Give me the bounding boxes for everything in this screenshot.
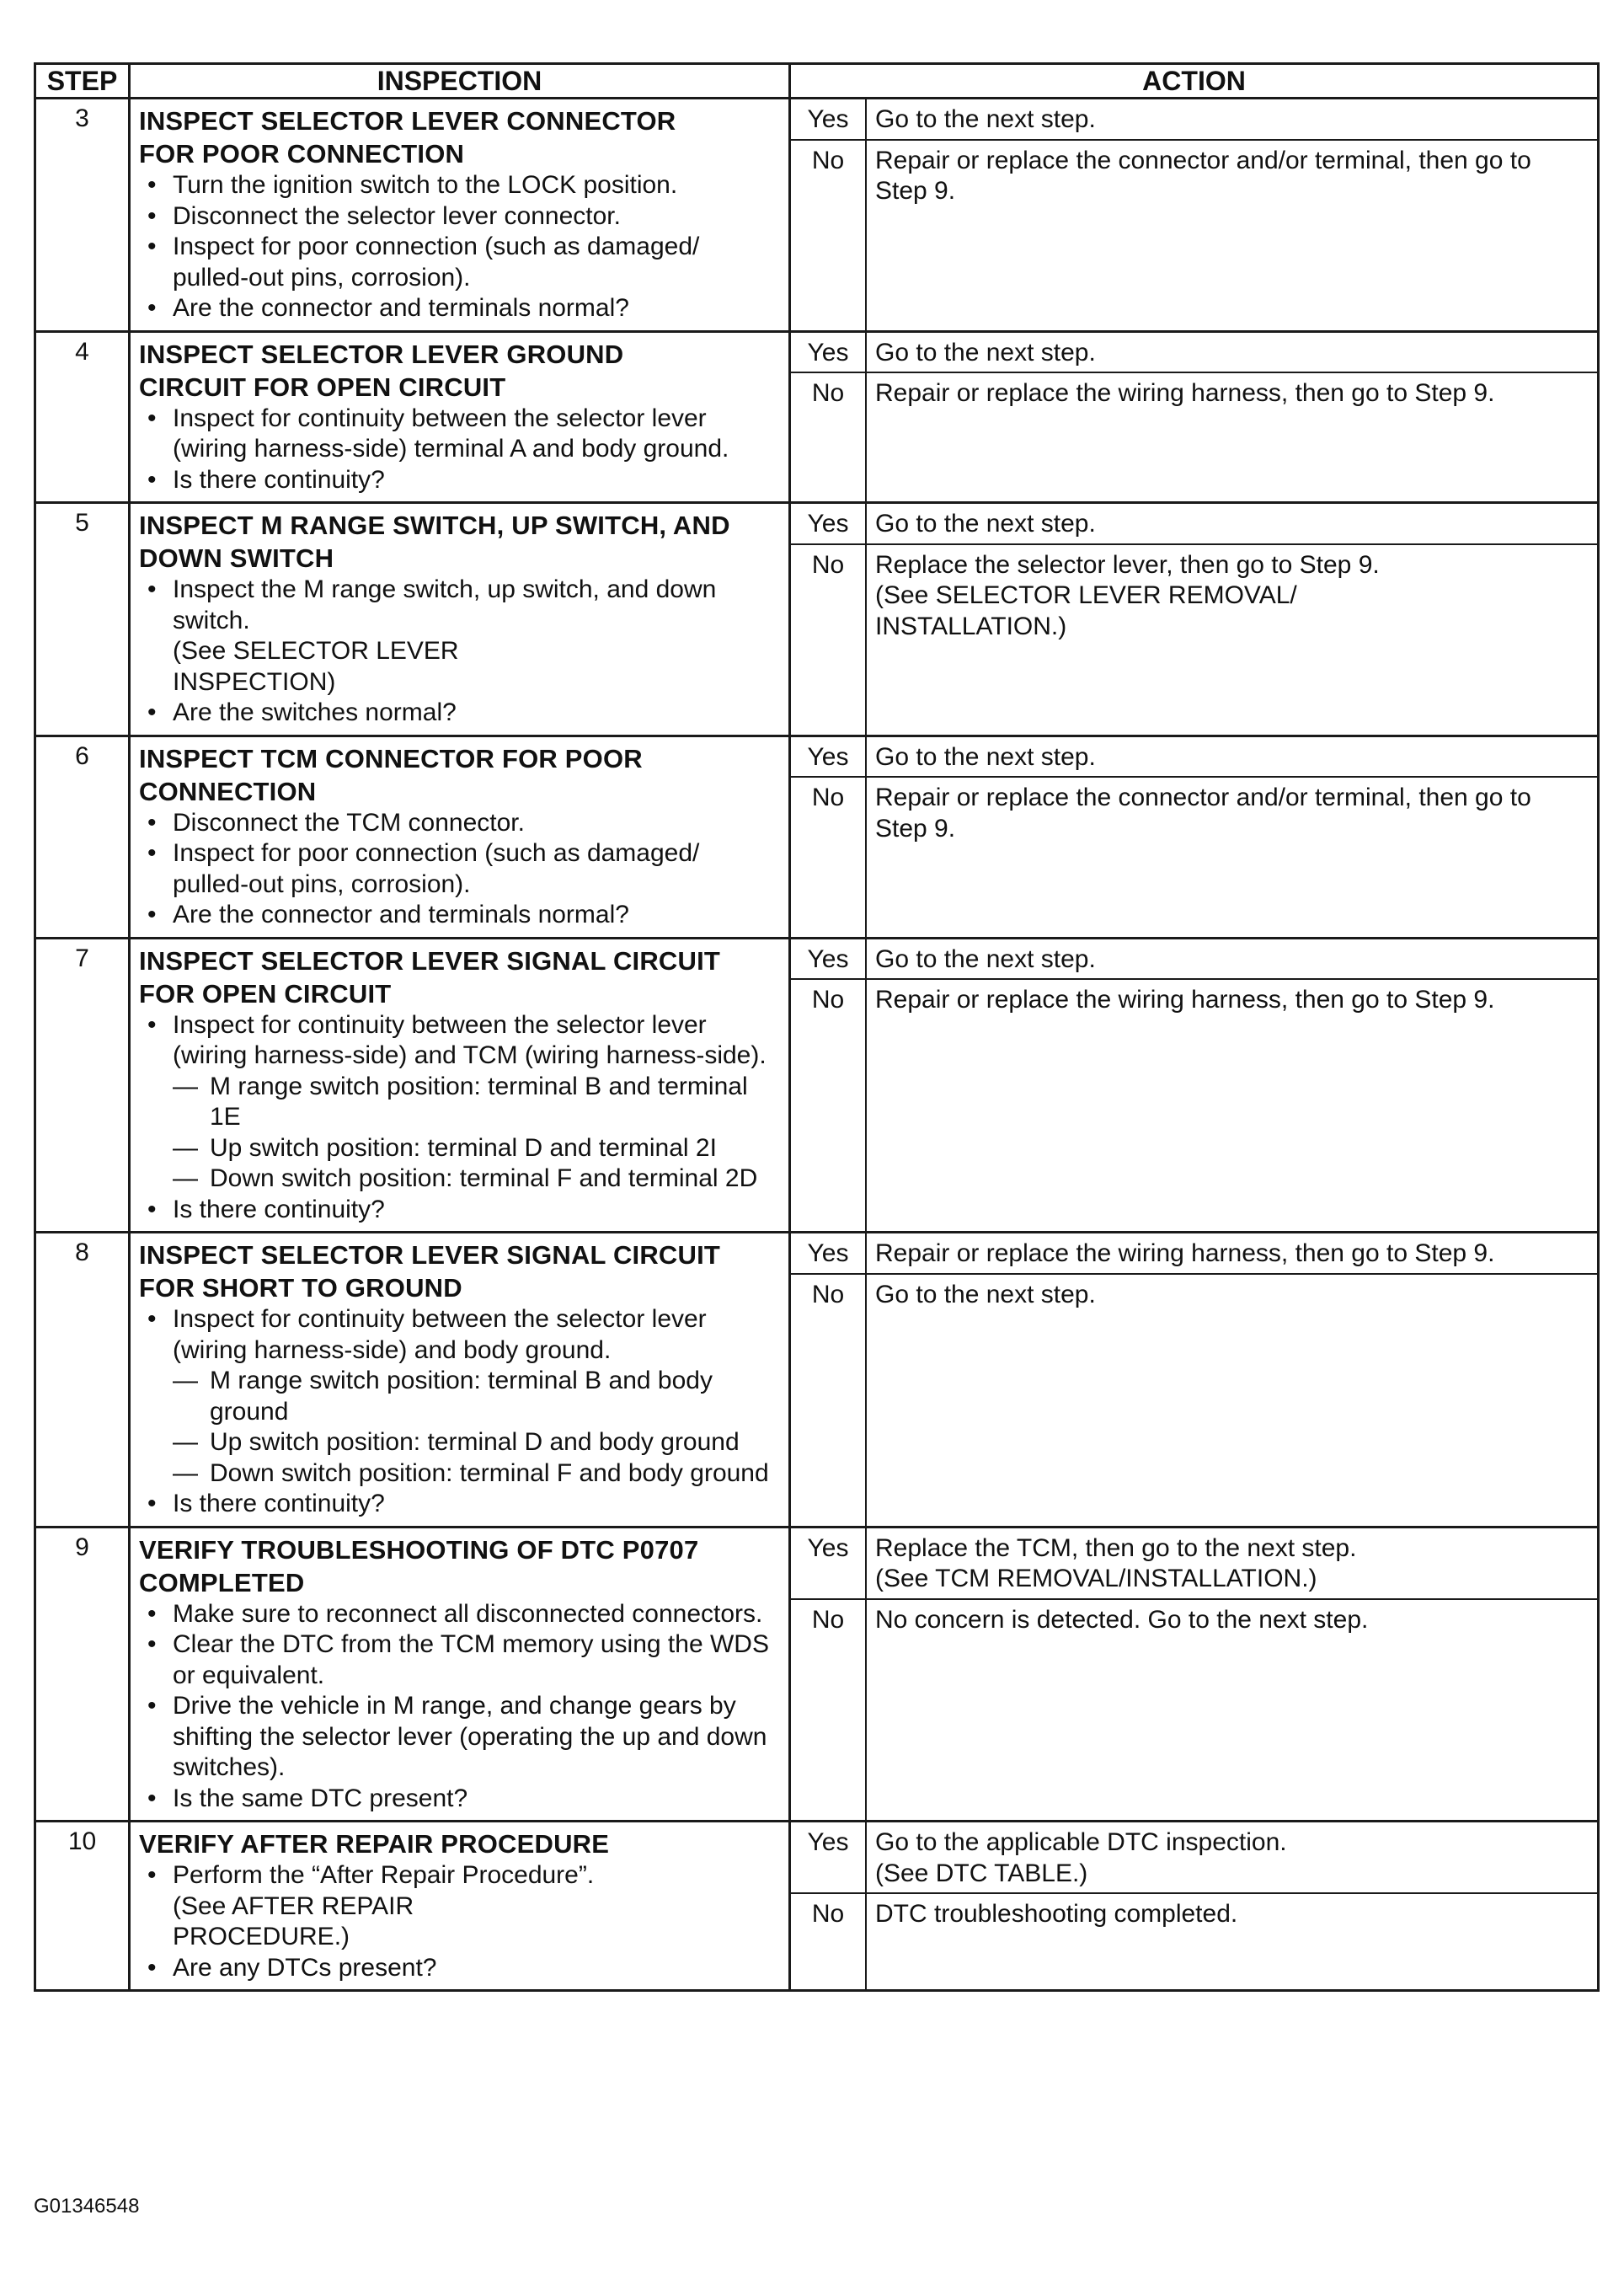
answer-label: Yes	[791, 504, 866, 544]
answer-row-yes	[791, 939, 1597, 980]
answer-label: Yes	[791, 1528, 866, 1599]
answer-action: Repair or replace the connector and/or terminal, then go to Step 9.	[866, 777, 1597, 937]
action-line: Replace the selector lever, then go to Step 9.	[875, 550, 1380, 579]
inspection-cell	[130, 938, 790, 1233]
bullet-text: Turn the ignition switch to the LOCK position.	[173, 171, 678, 199]
inspection-bullet-list	[139, 1860, 780, 1983]
inspection-cell	[130, 331, 790, 503]
answer-label: Yes	[791, 333, 866, 373]
inspection-title: FOR OPEN CIRCUIT	[139, 978, 392, 1009]
action-line: (See SELECTOR LEVER REMOVAL/	[875, 581, 1297, 609]
inspection-bullet	[173, 201, 780, 233]
answer-table	[791, 1233, 1597, 1526]
inspection-title: INSPECT M RANGE SWITCH, UP SWITCH, AND	[139, 511, 730, 540]
bullet-reference-note: (See SELECTOR LEVER	[173, 637, 459, 665]
inspection-cell	[130, 99, 790, 332]
answer-table	[791, 1822, 1597, 1989]
sub-item-list	[173, 1072, 780, 1195]
inspection-bullet	[173, 232, 780, 293]
answer-action	[866, 1528, 1597, 1599]
bullet-text: Is there continuity?	[173, 465, 385, 494]
bullet-reference-note: PROCEDURE.)	[173, 1923, 350, 1950]
inspection-bullet	[173, 1489, 780, 1520]
inspection-title: INSPECT TCM CONNECTOR FOR POOR	[139, 743, 643, 773]
table-body	[35, 99, 1599, 1991]
bullet-text: Make sure to reconnect all disconnected connectors.	[173, 1599, 763, 1628]
answer-row-no	[791, 372, 1597, 501]
step-number: 7	[35, 938, 130, 1233]
answer-row-no	[791, 544, 1597, 735]
inspection-bullet-list	[139, 170, 780, 324]
inspection-title: CONNECTION	[139, 776, 317, 806]
table-row	[35, 99, 1599, 332]
table-header-row	[35, 64, 1599, 99]
inspection-bullet	[173, 1691, 780, 1784]
answer-label: No	[791, 372, 866, 501]
bullet-text: Inspect for poor connection (such as damaged/ pulled-out pins, corrosion).	[173, 839, 700, 898]
bullet-text: Inspect the M range switch, up switch, and down switch.	[173, 575, 717, 634]
table-row	[35, 1822, 1599, 1991]
inspection-title: DOWN SWITCH	[139, 543, 334, 573]
answer-action: Go to the next step.	[866, 939, 1597, 980]
inspection-bullet	[173, 698, 780, 729]
bullet-reference-note: (See AFTER REPAIR	[173, 1891, 414, 1920]
header-action: ACTION	[790, 64, 1599, 99]
table-row	[35, 736, 1599, 938]
bullet-text: Is there continuity?	[173, 1490, 385, 1517]
header-inspection: INSPECTION	[130, 64, 790, 99]
bullet-reference-note: INSPECTION)	[173, 667, 336, 696]
step-number: 3	[35, 99, 130, 332]
answer-label: Yes	[791, 1233, 866, 1274]
inspection-cell	[130, 1822, 790, 1991]
table-row	[35, 1527, 1599, 1822]
answer-action: Go to the next step.	[866, 99, 1597, 140]
sub-item: — Up switch position: terminal D and terminal 2I	[210, 1133, 780, 1164]
answer-row-no	[791, 979, 1597, 1231]
figure-id: G01346548	[34, 2195, 140, 2218]
inspection-bullet	[173, 1860, 780, 1953]
step-number: 9	[35, 1527, 130, 1822]
step-number: 6	[35, 736, 130, 938]
inspection-bullet	[173, 1010, 780, 1195]
bullet-text: Is the same DTC present?	[173, 1784, 468, 1812]
bullet-text: Inspect for continuity between the selector lever (wiring harness-side) and TCM (wiring harness-side).	[173, 1010, 767, 1069]
answer-table	[791, 333, 1597, 502]
answer-table	[791, 939, 1597, 1232]
inspection-title: INSPECT SELECTOR LEVER SIGNAL CIRCUIT	[139, 1240, 721, 1270]
inspection-bullet	[173, 1629, 780, 1691]
bullet-text: Clear the DTC from the TCM memory using the WDS or equivalent.	[173, 1630, 769, 1689]
action-cell	[790, 938, 1599, 1233]
answer-row-no	[791, 777, 1597, 937]
answer-action: Repair or replace the wiring harness, then go to Step 9.	[866, 1233, 1597, 1274]
troubleshooting-table	[34, 62, 1600, 1992]
action-cell	[790, 1527, 1599, 1822]
inspection-title: INSPECT SELECTOR LEVER SIGNAL CIRCUIT	[139, 945, 721, 976]
bullet-text: Disconnect the TCM connector.	[173, 808, 525, 837]
inspection-title: COMPLETED	[139, 1567, 305, 1597]
answer-label: Yes	[791, 939, 866, 980]
answer-label: No	[791, 140, 866, 330]
inspection-title: FOR SHORT TO GROUND	[139, 1273, 462, 1303]
sub-item: — M range switch position: terminal B and terminal 1E	[210, 1072, 780, 1133]
action-cell	[790, 736, 1599, 938]
answer-label: No	[791, 544, 866, 735]
inspection-title: INSPECT SELECTOR LEVER CONNECTOR	[139, 106, 676, 136]
inspection-bullet	[173, 1304, 780, 1489]
bullet-text: Disconnect the selector lever connector.	[173, 201, 621, 230]
inspection-bullet-list	[139, 1010, 780, 1226]
inspection-bullet	[173, 808, 780, 839]
answer-row-no	[791, 1893, 1597, 1989]
inspection-bullet	[173, 293, 780, 324]
answer-table	[791, 99, 1597, 330]
step-number: 10	[35, 1822, 130, 1991]
table-row	[35, 331, 1599, 503]
answer-row-yes	[791, 504, 1597, 544]
bullet-text: Perform the “After Repair Procedure”.	[173, 1861, 595, 1889]
answer-label: No	[791, 777, 866, 937]
inspection-bullet	[173, 838, 780, 900]
action-line: INSTALLATION.)	[875, 612, 1067, 640]
step-number: 4	[35, 331, 130, 503]
answer-action: Repair or replace the wiring harness, then go to Step 9.	[866, 372, 1597, 501]
sub-item: — Down switch position: terminal F and terminal 2D	[210, 1164, 780, 1195]
procedure-sheet	[34, 62, 1597, 1992]
inspection-bullet	[173, 1599, 780, 1630]
action-cell	[790, 1822, 1599, 1991]
table-row	[35, 1233, 1599, 1528]
inspection-bullet-list	[139, 575, 780, 729]
bullet-text: Are any DTCs present?	[173, 1953, 437, 1982]
table-row	[35, 503, 1599, 736]
sub-item: — M range switch position: terminal B and body ground	[210, 1366, 780, 1427]
inspection-cell	[130, 1233, 790, 1528]
answer-action: Repair or replace the wiring harness, then go to Step 9.	[866, 979, 1597, 1231]
bullet-text: Are the connector and terminals normal?	[173, 294, 629, 322]
answer-row-no	[791, 1274, 1597, 1526]
answer-row-yes	[791, 99, 1597, 140]
answer-row-yes	[791, 1822, 1597, 1893]
action-line: Go to the applicable DTC inspection.	[875, 1828, 1287, 1856]
inspection-bullet	[173, 1953, 780, 1984]
answer-label: Yes	[791, 99, 866, 140]
answer-action: Go to the next step.	[866, 737, 1597, 778]
answer-action: Go to the next step.	[866, 1274, 1597, 1526]
action-cell	[790, 331, 1599, 503]
answer-action: Go to the next step.	[866, 504, 1597, 544]
answer-label: No	[791, 1274, 866, 1526]
answer-action: Go to the next step.	[866, 333, 1597, 373]
inspection-bullet	[173, 170, 780, 201]
bullet-text: Are the switches normal?	[173, 698, 457, 726]
answer-row-no	[791, 140, 1597, 330]
inspection-bullet-list	[139, 404, 780, 496]
answer-action	[866, 544, 1597, 735]
inspection-cell	[130, 736, 790, 938]
step-number: 5	[35, 503, 130, 736]
answer-label: Yes	[791, 1822, 866, 1893]
inspection-bullet-list	[139, 1599, 780, 1815]
answer-label: No	[791, 979, 866, 1231]
inspection-title: VERIFY AFTER REPAIR PROCEDURE	[139, 1829, 610, 1859]
answer-table	[791, 1528, 1597, 1821]
bullet-text: Inspect for poor connection (such as damaged/ pulled-out pins, corrosion).	[173, 233, 700, 292]
action-cell	[790, 1233, 1599, 1528]
action-line: (See TCM REMOVAL/INSTALLATION.)	[875, 1565, 1317, 1592]
answer-label: No	[791, 1599, 866, 1821]
answer-row-yes	[791, 1233, 1597, 1274]
inspection-bullet	[173, 465, 780, 496]
action-line: Replace the TCM, then go to the next step.	[875, 1533, 1357, 1562]
sub-item: — Down switch position: terminal F and body ground	[210, 1458, 780, 1490]
table-row	[35, 938, 1599, 1233]
answer-row-no	[791, 1599, 1597, 1821]
inspection-bullet	[173, 575, 780, 698]
answer-table	[791, 504, 1597, 735]
inspection-cell	[130, 503, 790, 736]
inspection-bullet	[173, 1784, 780, 1815]
action-cell	[790, 503, 1599, 736]
inspection-bullet	[173, 900, 780, 931]
bullet-text: Is there continuity?	[173, 1195, 385, 1223]
action-line: (See DTC TABLE.)	[875, 1859, 1088, 1887]
inspection-bullet-list	[139, 1304, 780, 1520]
inspection-cell	[130, 1527, 790, 1822]
bullet-text: Inspect for continuity between the selector lever (wiring harness-side) and body ground.	[173, 1305, 707, 1364]
answer-label: No	[791, 1893, 866, 1989]
answer-action: Repair or replace the connector and/or terminal, then go to Step 9.	[866, 140, 1597, 330]
inspection-title: VERIFY TROUBLESHOOTING OF DTC P0707	[139, 1534, 699, 1565]
answer-row-yes	[791, 333, 1597, 373]
action-cell	[790, 99, 1599, 332]
answer-label: Yes	[791, 737, 866, 778]
answer-row-yes	[791, 737, 1597, 778]
sub-item: — Up switch position: terminal D and body ground	[210, 1427, 780, 1458]
bullet-text: Inspect for continuity between the selector lever (wiring harness-side) terminal A and body ground.	[173, 404, 729, 463]
inspection-title: INSPECT SELECTOR LEVER GROUND	[139, 339, 624, 369]
sub-item-list	[173, 1366, 780, 1489]
answer-action: DTC troubleshooting completed.	[866, 1893, 1597, 1989]
answer-action	[866, 1822, 1597, 1893]
answer-table	[791, 737, 1597, 937]
inspection-bullet	[173, 1195, 780, 1226]
inspection-bullet	[173, 404, 780, 465]
answer-row-yes	[791, 1528, 1597, 1599]
step-number: 8	[35, 1233, 130, 1528]
bullet-text: Drive the vehicle in M range, and change gears by shifting the selector lever (operating the up and down switches).	[173, 1692, 767, 1781]
answer-action: No concern is detected. Go to the next step.	[866, 1599, 1597, 1821]
inspection-bullet-list	[139, 808, 780, 931]
header-step: STEP	[35, 64, 130, 99]
inspection-title: FOR POOR CONNECTION	[139, 139, 465, 169]
inspection-title: CIRCUIT FOR OPEN CIRCUIT	[139, 372, 506, 402]
bullet-text: Are the connector and terminals normal?	[173, 901, 629, 928]
